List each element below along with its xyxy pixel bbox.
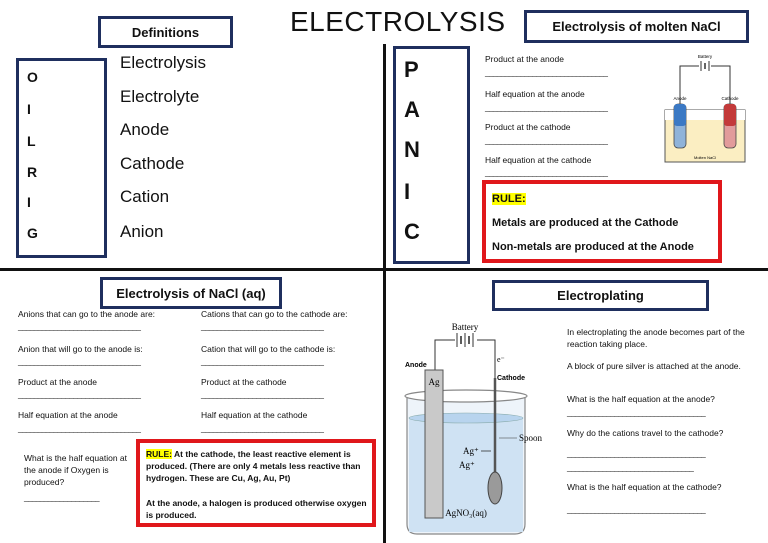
diagram-label: e⁻ <box>497 355 505 364</box>
diagram-label: Ag⁺ <box>463 446 479 456</box>
aqueous-question: Half equation at the anode <box>18 410 118 420</box>
oilrig-letter: I <box>27 194 31 210</box>
definition-term: Cation <box>120 187 170 206</box>
rule-line: Metals are produced at the Cathode <box>492 217 679 229</box>
answer-line: ___________________________________ <box>567 408 706 417</box>
electroplating-text: A block of pure silver is attached at the anode. <box>567 361 741 371</box>
rule-text: At the anode, a halogen is produced otherwise oxygen is produced. <box>146 498 367 520</box>
oxygen-question: What is the half equation at the anode if Oxygen is produced? <box>24 453 128 487</box>
oilrig-letter: L <box>27 133 36 149</box>
panic-letter: I <box>404 179 411 204</box>
page-title: ELECTROLYSIS <box>290 6 506 37</box>
electroplating-text: In electroplating the anode becomes part of the reaction taking place. <box>567 327 745 349</box>
aqueous-question: Cations that can go to the cathode are: <box>201 309 348 319</box>
rule-label: RULE: <box>492 193 526 205</box>
answer-line: ___________________________________ <box>567 449 706 458</box>
aqueous-heading: Electrolysis of NaCl (aq) <box>100 277 282 309</box>
molten-heading: Electrolysis of molten NaCl <box>524 10 749 43</box>
molten-question: Half equation at the cathode <box>485 155 592 165</box>
diagram-label: Ag⁺ <box>459 460 475 470</box>
diagram-label: Anode <box>673 96 687 101</box>
diagram-label: Molten NaCl <box>693 155 717 160</box>
electroplating-diagram <box>395 318 547 540</box>
aqueous-question: Product at the anode <box>18 377 97 387</box>
definition-term: Cathode <box>120 154 185 173</box>
answer-line: _______________________________ <box>18 322 141 331</box>
molten-nacl-diagram <box>655 52 755 164</box>
answer-line: _______________________________ <box>201 390 324 399</box>
diagram-label: Battery <box>697 54 713 59</box>
answer-line: _______________________________ <box>201 357 324 366</box>
answer-line: _______________________________ <box>485 136 608 145</box>
molten-question: Product at the anode <box>485 54 564 64</box>
panic-letter: A <box>404 97 420 122</box>
oilrig-letter: I <box>27 101 31 117</box>
aqueous-question: Anion that will go to the anode is: <box>18 344 143 354</box>
aqueous-question: Cation that will go to the cathode is: <box>201 344 336 354</box>
oilrig-box <box>16 58 107 258</box>
molten-question: Product at the cathode <box>485 122 571 132</box>
electroplating-question: Why do the cations travel to the cathode? <box>567 428 724 438</box>
diagram-label: Ag <box>428 377 440 387</box>
electroplating-question: What is the half equation at the cathode? <box>567 482 722 492</box>
aqueous-rule-box <box>136 439 376 527</box>
electroplating-heading: Electroplating <box>492 280 709 311</box>
answer-line: _______________________________ <box>18 357 141 366</box>
aqueous-question: Half equation at the cathode <box>201 410 308 420</box>
definition-term: Anion <box>120 222 164 241</box>
diagram-label: Cathode <box>497 375 525 382</box>
answer-line: _______________________________ <box>201 322 324 331</box>
diagram-label: Battery <box>451 322 479 332</box>
diagram-label: Spoon <box>519 433 543 443</box>
panic-box <box>393 46 470 264</box>
rule-text: At the cathode, the least reactive element is produced. (There are only 4 metals less reactive than hydrogen. These are Cu, Ag, Au, Pt) <box>146 449 361 483</box>
panic-letter: P <box>404 57 419 82</box>
answer-line: _______________________________ <box>201 424 324 433</box>
answer-line: _______________________________ <box>18 390 141 399</box>
answer-line: _______________________________ <box>485 103 608 112</box>
definition-term: Electrolysis <box>120 53 206 72</box>
aqueous-question: Product at the cathode <box>201 377 287 387</box>
horizontal-divider <box>0 268 768 271</box>
oilrig-letter: O <box>27 69 38 85</box>
rule-line: Non-metals are produced at the Anode <box>492 241 694 253</box>
vertical-divider <box>383 44 386 543</box>
diagram-label: Cathode <box>721 96 739 101</box>
answer-line: _______________________________ <box>18 424 141 433</box>
diagram-label: AgNO₃(aq) <box>445 508 487 518</box>
molten-question: Half equation at the anode <box>485 89 585 99</box>
answer-line: _______________________________ <box>485 168 608 177</box>
electroplating-question: What is the half equation at the anode? <box>567 394 715 404</box>
panic-letter: C <box>404 219 420 244</box>
answer-line: ___________________________________ <box>567 505 706 514</box>
definitions-heading: Definitions <box>98 16 233 48</box>
rule-label: RULE: <box>146 449 172 459</box>
diagram-label: Anode <box>405 362 427 369</box>
aqueous-question: Anions that can go to the anode are: <box>18 309 156 319</box>
answer-line: _______________________________ <box>485 68 608 77</box>
panic-letter: N <box>404 137 420 162</box>
molten-rule-box <box>482 180 722 263</box>
oilrig-letter: G <box>27 225 38 241</box>
definition-term: Anode <box>120 120 170 139</box>
answer-line: ___________________ <box>24 493 100 502</box>
oilrig-letter: R <box>27 164 38 180</box>
answer-line: ________________________________ <box>567 463 694 472</box>
definition-term: Electrolyte <box>120 87 200 106</box>
